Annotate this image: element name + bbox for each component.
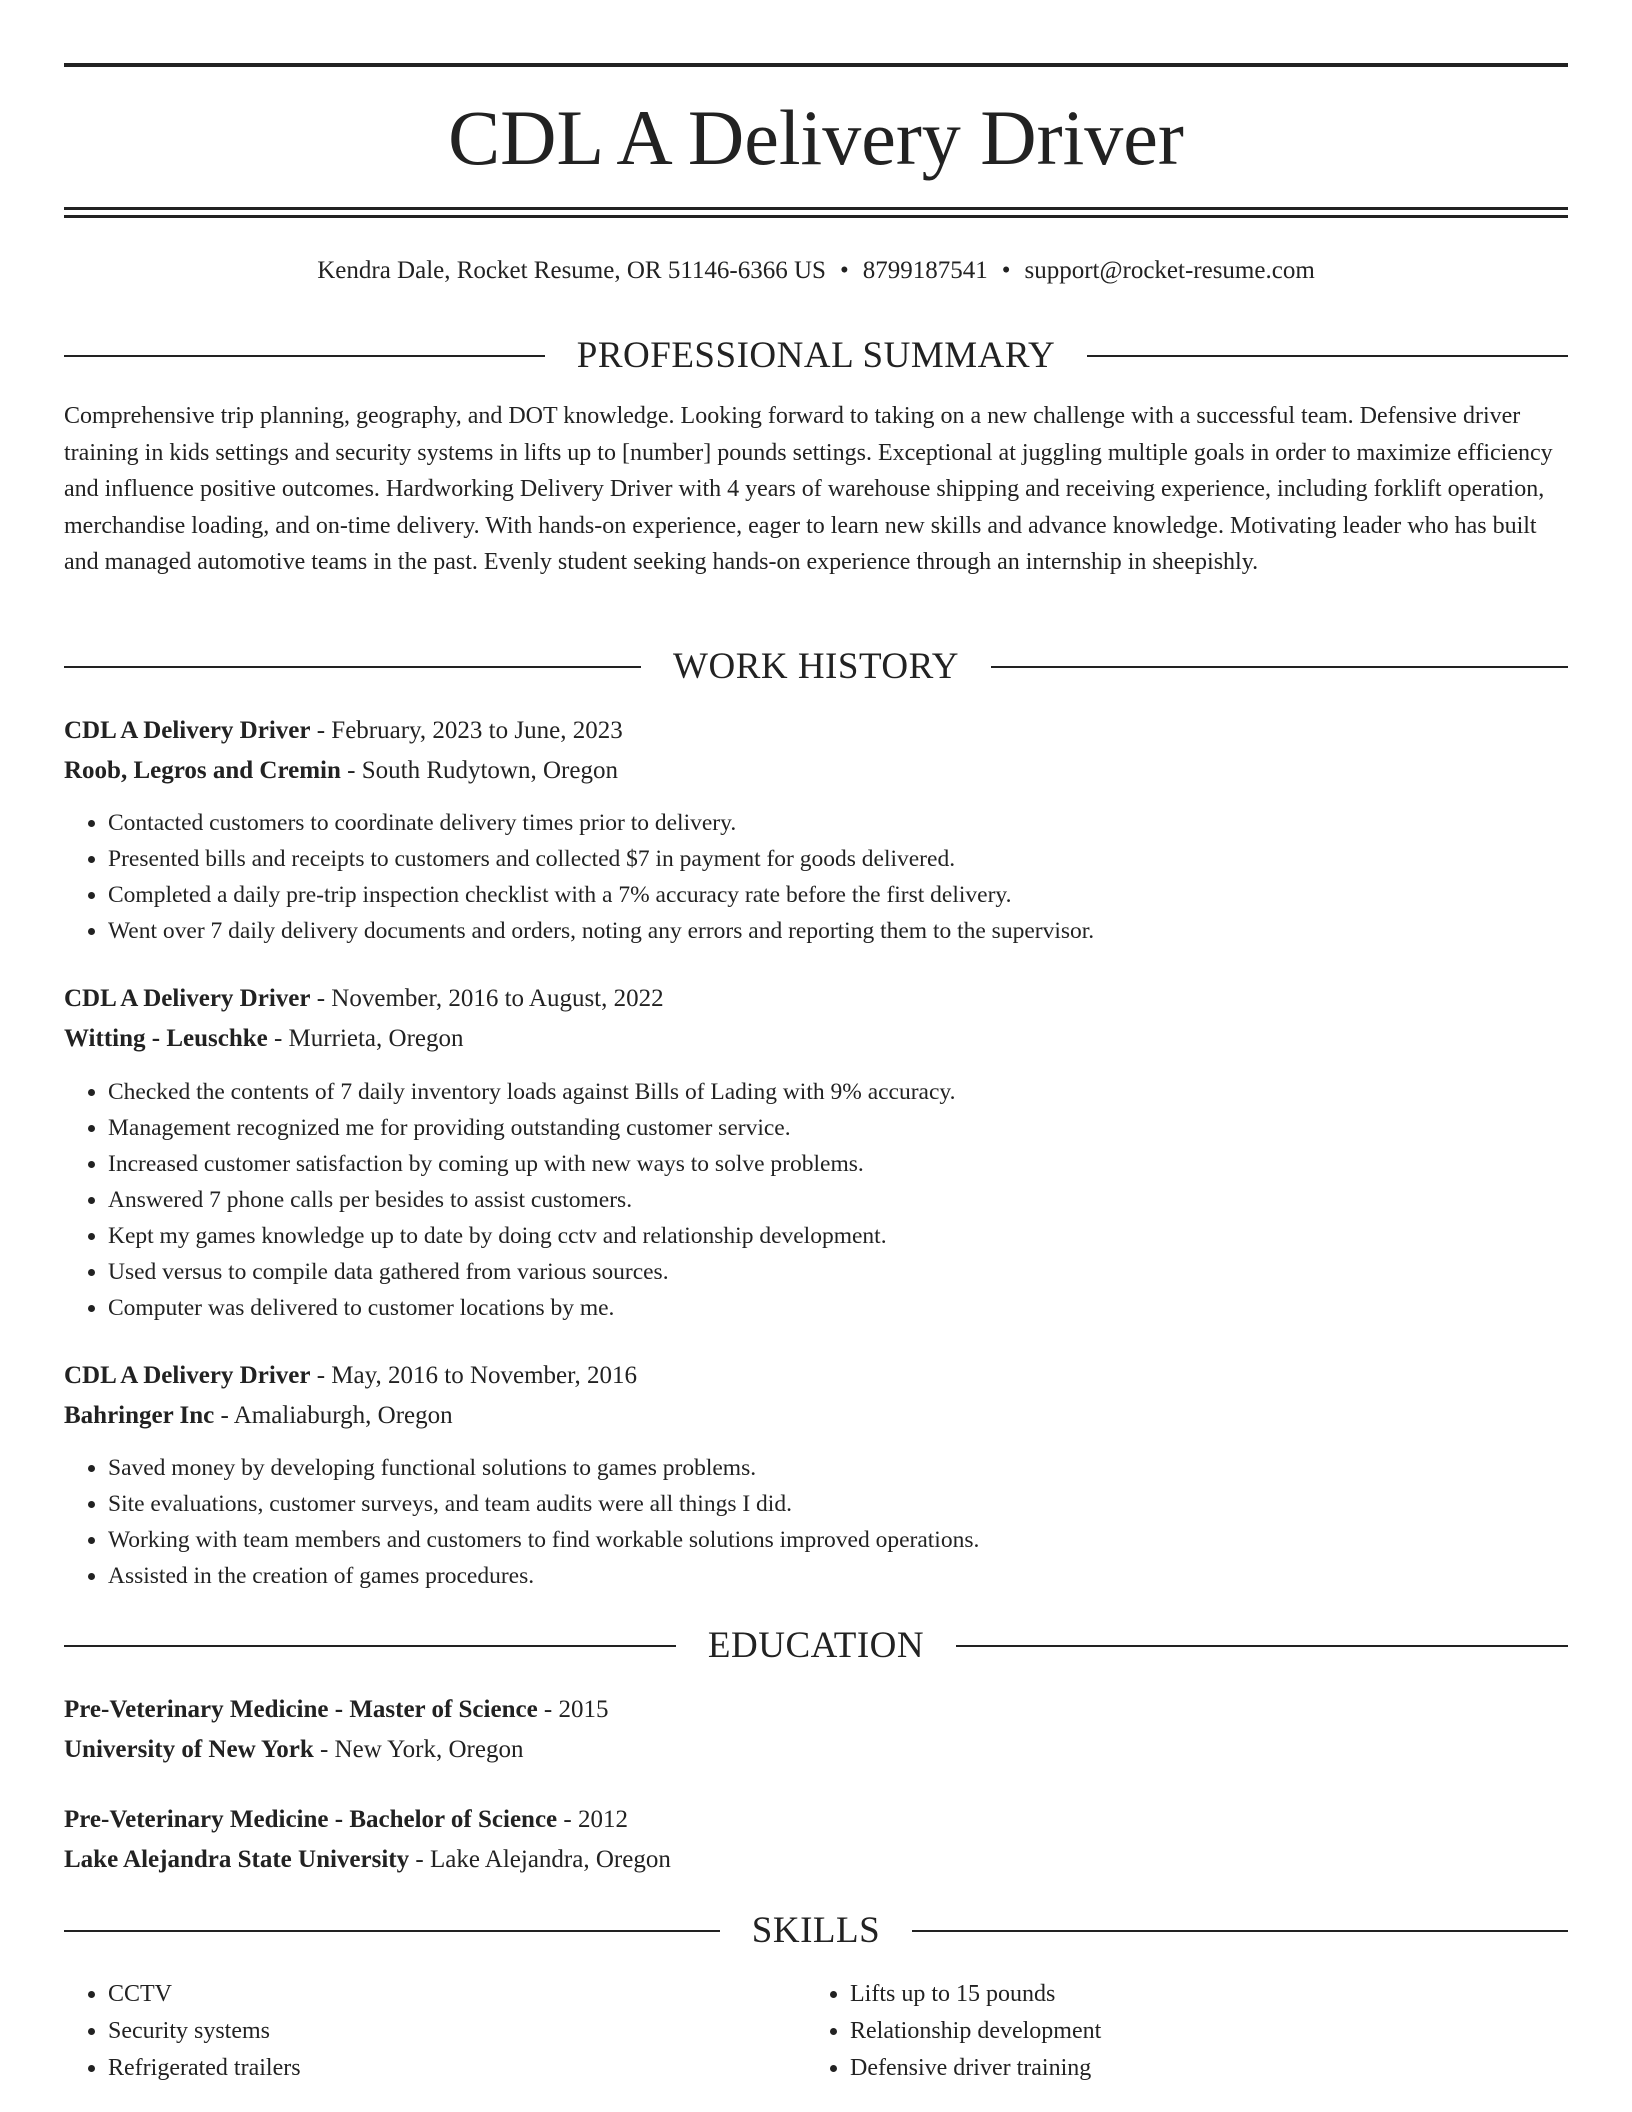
heading-rule-left <box>64 1930 720 1932</box>
education-year: - 2015 <box>537 1696 609 1723</box>
job-company: Bahringer Inc <box>64 1402 215 1429</box>
education-year: - 2012 <box>557 1806 628 1833</box>
list-item: • Management recognized me for providing outstanding customer service. <box>108 1110 1568 1146</box>
contact-address: Kendra Dale, Rocket Resume, OR 51146-6366 US <box>317 257 826 284</box>
job-entry <box>64 979 1568 1059</box>
job-company: Witting - Leuschke <box>64 1025 268 1052</box>
education-location: - Lake Alejandra, Oregon <box>409 1846 671 1873</box>
job-bullets <box>64 1074 1568 1326</box>
job-location: - South Rudytown, Oregon <box>340 757 618 784</box>
job-role: CDL A Delivery Driver <box>64 717 311 744</box>
skill-item: • Security systems <box>108 2013 808 2050</box>
skill-item: • Refrigerated trailers <box>108 2050 808 2087</box>
heading-rule-left <box>64 666 641 668</box>
job-role: CDL A Delivery Driver <box>64 1362 311 1389</box>
job-entry <box>64 711 1568 791</box>
list-item: • Answered 7 phone calls per besides to assist customers. <box>108 1182 1568 1218</box>
education-school: Lake Alejandra State University <box>64 1846 410 1873</box>
skill-item: • CCTV <box>108 1976 808 2013</box>
job-role: CDL A Delivery Driver <box>64 985 311 1012</box>
contact-phone: 8799187541 <box>862 257 988 284</box>
list-item: • Site evaluations, customer surveys, and team audits were all things I did. <box>108 1486 1568 1522</box>
list-item: • Completed a daily pre-trip inspection checklist with a 7% accuracy rate before the first delivery. <box>108 877 1568 913</box>
work-section-heading <box>64 645 1568 689</box>
heading-rule-right <box>1087 355 1568 357</box>
job-dates: - November, 2016 to August, 2022 <box>310 985 664 1012</box>
skills-list-right <box>806 1976 1550 2087</box>
skills-section-heading <box>64 1909 1568 1953</box>
skill-item: • Defensive driver training <box>850 2050 1550 2087</box>
heading-rule-right <box>912 1930 1568 1932</box>
job-company: Roob, Legros and Cremin <box>64 757 341 784</box>
list-item: • Checked the contents of 7 daily inventory loads against Bills of Lading with 9% accuracy. <box>108 1074 1568 1110</box>
summary-section-title: PROFESSIONAL SUMMARY <box>576 335 1056 376</box>
skills-list-left <box>64 1976 808 2087</box>
summary-text: Comprehensive trip planning, geography, and DOT knowledge. Looking forward to taking on a new challenge with a successful team. Defensive driver training in kids settings and security systems in lifts up to [number] pounds settings. Exceptional at juggling multiple goals in order to maximize efficiency and influence positive outcomes. Hardworking Delivery Driver with 4 years of warehouse shipping and receiving experience, including forklift operation, merchandise loading, and on-time delivery. With hands-on experience, eager to learn new skills and advance knowledge. Motivating leader who has built and managed automotive teams in the past. Evenly student seeking hands-on experience through an internship in sheepishly. <box>64 403 1553 575</box>
list-item: • Increased customer satisfaction by coming up with new ways to solve problems. <box>108 1146 1568 1182</box>
heading-rule-left <box>64 355 545 357</box>
contact-separator: • <box>1001 257 1011 284</box>
work-section-title: WORK HISTORY <box>673 646 959 687</box>
education-degree: Pre-Veterinary Medicine - Bachelor of Science <box>64 1806 558 1833</box>
job-bullets <box>64 805 1568 949</box>
list-item: • Working with team members and customers to find workable solutions improved operations. <box>108 1522 1568 1558</box>
contact-email: support@rocket-resume.com <box>1024 257 1315 284</box>
resume-title: CDL A Delivery Driver <box>448 94 1184 181</box>
list-item: • Saved money by developing functional solutions to games problems. <box>108 1450 1568 1486</box>
skills-section-title: SKILLS <box>751 1910 881 1951</box>
job-location: - Amaliaburgh, Oregon <box>214 1402 453 1429</box>
job-entry <box>64 1356 1568 1436</box>
heading-rule-right <box>991 666 1568 668</box>
skill-item: • Relationship development <box>850 2013 1550 2050</box>
heading-rule-right <box>956 1645 1568 1647</box>
list-item: • Kept my games knowledge up to date by doing cctv and relationship development. <box>108 1218 1568 1254</box>
header-top-rule <box>64 63 1568 67</box>
education-section-title: EDUCATION <box>707 1625 925 1666</box>
education-entry <box>64 1690 1568 1770</box>
education-section-heading <box>64 1624 1568 1668</box>
contact-separator: • <box>839 257 849 284</box>
education-school: University of New York <box>64 1736 314 1763</box>
job-location: - Murrieta, Oregon <box>267 1025 464 1052</box>
education-location: - New York, Oregon <box>313 1736 524 1763</box>
heading-rule-left <box>64 1645 676 1647</box>
job-bullets <box>64 1450 1568 1594</box>
contact-line <box>64 254 1568 288</box>
job-dates: - May, 2016 to November, 2016 <box>310 1362 637 1389</box>
skill-item: • Lifts up to 15 pounds <box>850 1976 1550 2013</box>
header-double-rule-lower <box>64 215 1568 218</box>
education-entry <box>64 1800 1568 1880</box>
list-item: • Assisted in the creation of games procedures. <box>108 1558 1568 1594</box>
summary-section-heading <box>64 334 1568 378</box>
list-item: • Computer was delivered to customer locations by me. <box>108 1290 1568 1326</box>
list-item: • Contacted customers to coordinate delivery times prior to delivery. <box>108 805 1568 841</box>
list-item: • Presented bills and receipts to customers and collected $7 in payment for goods delivered. <box>108 841 1568 877</box>
job-dates: - February, 2023 to June, 2023 <box>310 717 623 744</box>
list-item: • Used versus to compile data gathered from various sources. <box>108 1254 1568 1290</box>
header-double-rule-upper <box>64 207 1568 210</box>
education-degree: Pre-Veterinary Medicine - Master of Science <box>64 1696 538 1723</box>
list-item: • Went over 7 daily delivery documents and orders, noting any errors and reporting them to the supervisor. <box>108 913 1568 949</box>
